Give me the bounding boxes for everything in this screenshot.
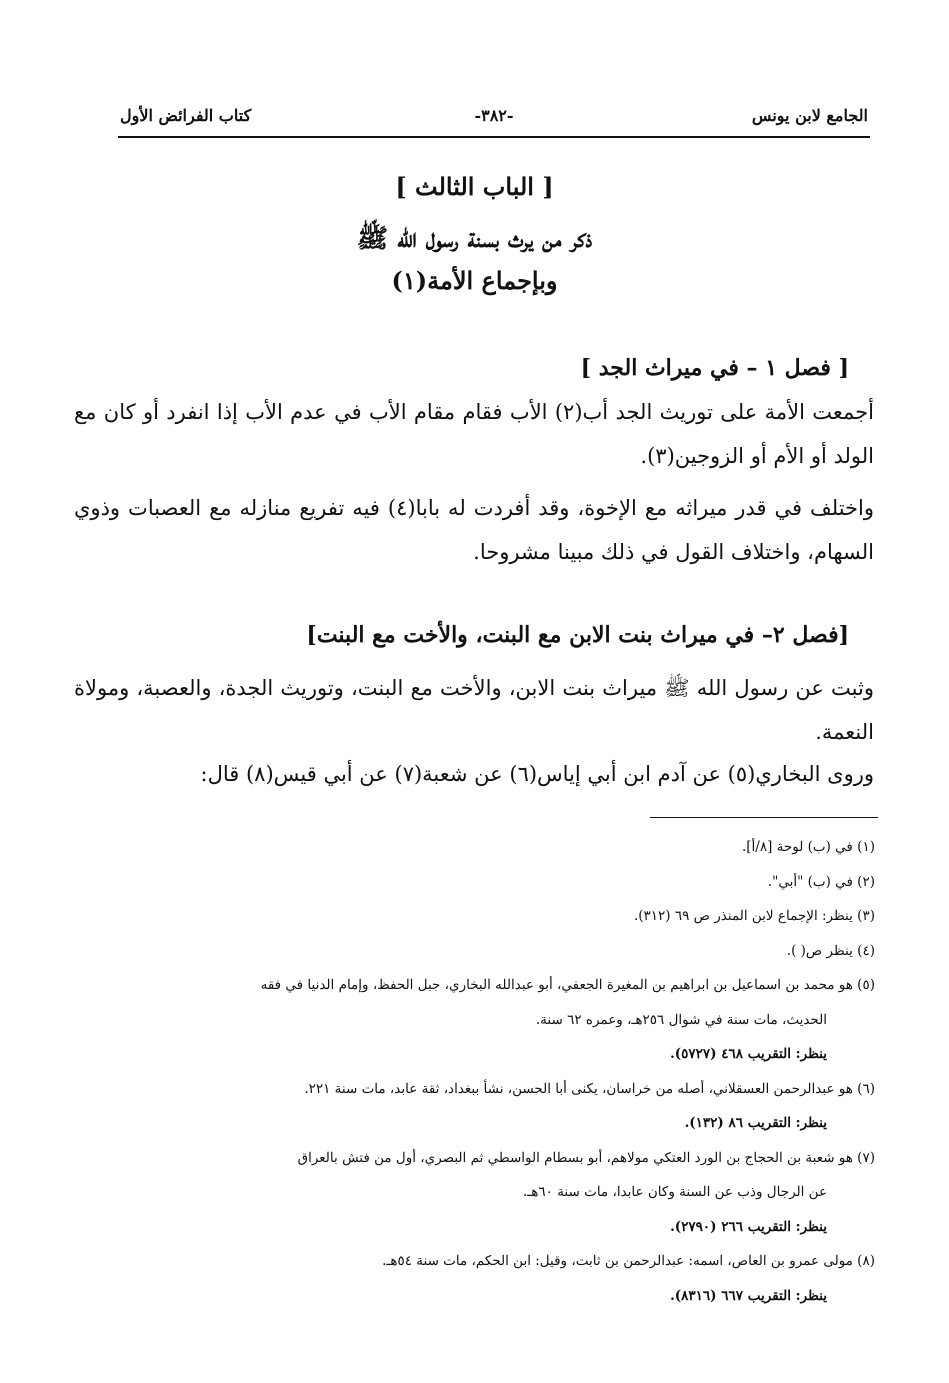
footnote-line: عن الرجال وذب عن السنة وكان عابدا، مات سنة ٦٠هـ. (523, 1184, 827, 1200)
footnotes (115, 830, 875, 1313)
chapter-subtitle-2: وبإجماع الأمة(١) (391, 266, 558, 295)
header-book-title: الجامع لابن يونس (751, 106, 868, 125)
footnote-line: ينظر: التقريب ٤٦٨ (٥٧٢٧). (670, 1046, 827, 1062)
section-1-paragraph-2: واختلف في قدر ميراثه مع الإخوة، وقد أفردت له بابا(٤) فيه تفريع منازله مع العصبات وذوي السهام، واختلاف القول في ذلك مبينا مشروحا. (74, 496, 874, 564)
footnote-line: (١) في (ب) لوحة [٨/أ]. (742, 839, 875, 855)
footnote-line: (٤) ينظر ص( ). (786, 942, 875, 959)
footnote-line: (٧) هو شعبة بن الحجاج بن الورد العتكي مولاهم، أبو بسطام الواسطي ثم البصري، أول من فتش بالعراق (297, 1149, 875, 1166)
section-2-paragraph-1: وثبت عن رسول الله ﷺ ميراث بنت الابن، والأخت مع البنت، وتوريث الجدة، والعصبة، ومولاة النعمة. (74, 676, 874, 744)
footnote-line: (٣) ينظر: الإجماع لابن المنذر ص ٦٩ (٣١٢). (633, 908, 875, 924)
footnote-line: (٦) هو عبدالرحمن العسقلاني، أصله من خراسان، يكنى أبا الحسن، نشأ ببغداد، ثقة عابد، مات سنة ٢٢١. (304, 1080, 875, 1097)
header-page-number: -٣٨٢- (474, 106, 514, 125)
footnote-line: (٢) في (ب) "أبي". (767, 873, 875, 890)
footnote-line: ينظر: التقريب ٢٦٦ (٢٧٩٠). (670, 1218, 827, 1235)
section-2-heading: [فصل ٢– في ميراث بنت الابن مع البنت، والأخت مع البنت] (306, 622, 849, 648)
footnote-line: (٥) هو محمد بن اسماعيل بن ابراهيم بن المغيرة الجعفي، أبو عبدالله البخاري، جبل الحفظ، وإمام الدنيا في فقه (260, 977, 875, 993)
footnote-rule (650, 817, 878, 818)
footnote-line: ينظر: التقريب ٦٦٧ (٨٣١٦). (670, 1287, 827, 1304)
chapter-title: [ الباب الثالث ] (395, 172, 554, 201)
footnote-line: ينظر: التقريب ٨٦ (١٣٢). (684, 1115, 827, 1131)
header-section-title: كتاب الفرائض الأول (120, 106, 252, 125)
chapter-subtitle: ذكر من يرث بسنة رسول الله ﷺ (356, 224, 593, 254)
section-1-heading: [ فصل ١ – في ميراث الجد ] (580, 355, 849, 381)
section-2-paragraph-2: وروى البخاري(٥) عن آدم ابن أبي إياس(٦) عن شعبة(٧) عن أبي قيس(٨) قال: (200, 762, 874, 786)
running-header (120, 106, 868, 136)
header-rule (118, 136, 870, 138)
footnote-line: الحديث، مات سنة في شوال ٢٥٦هـ، وعمره ٦٢ سنة. (535, 1011, 827, 1028)
section-1-paragraph-1: أجمعت الأمة على توريث الجد أب(٢) الأب فقام مقام الأب في عدم الأب إذا انفرد أو كان مع الولد أو الأم أو الزوجين(٣). (74, 400, 874, 468)
footnote-line: (٨) مولى عمرو بن العاص، اسمه: عبدالرحمن بن ثابت، وقيل: ابن الحكم، مات سنة ٥٤هـ. (382, 1253, 875, 1269)
